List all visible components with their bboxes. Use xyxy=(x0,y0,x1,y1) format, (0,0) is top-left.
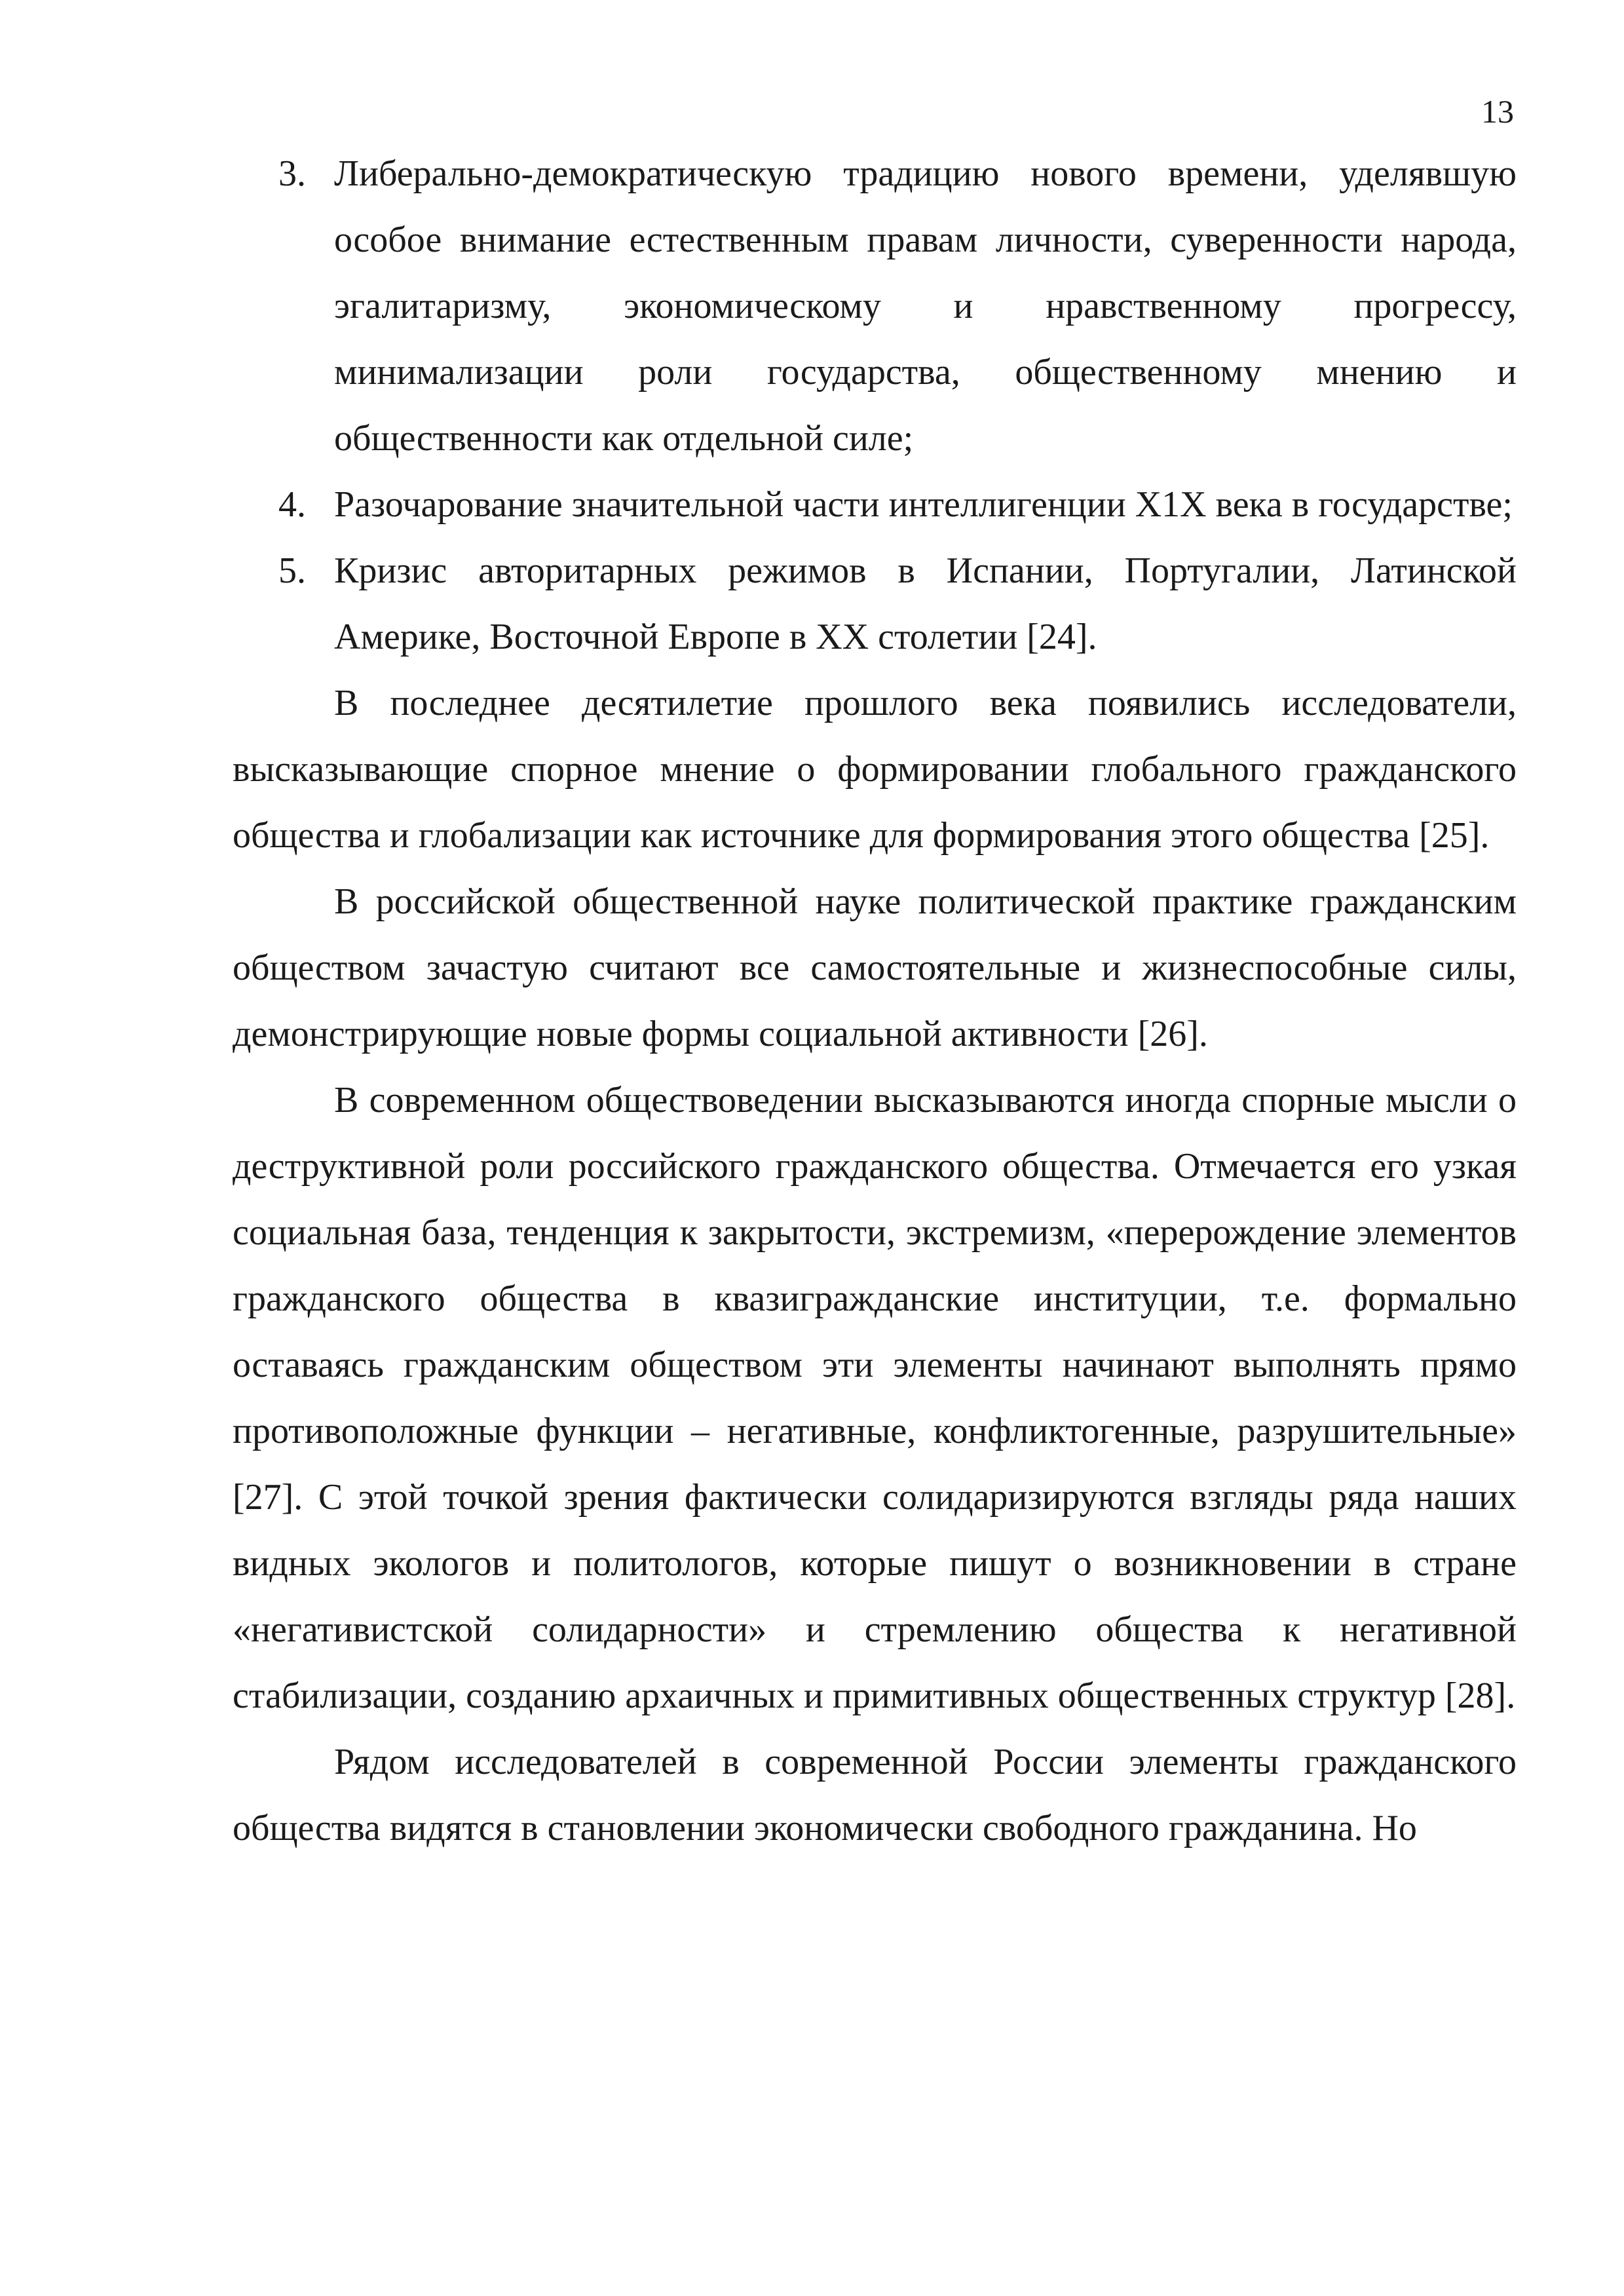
numbered-list xyxy=(233,141,1517,670)
list-item xyxy=(233,472,1517,538)
paragraph: В последнее десятилетие прошлого века появились исследователи, высказывающие спорное мнение о формировании глобального гражданского общества и глобализации как источнике для формирования этого общества [25]. xyxy=(233,683,1517,856)
page-body xyxy=(233,141,1517,1862)
list-item-number: 3. xyxy=(278,153,306,194)
paragraph: Рядом исследователей в современной России элементы гражданского общества видятся в становлении экономически свободного гражданина. Но xyxy=(233,1742,1517,1848)
list-item-text: Разочарование значительной части интеллигенции Х1Х века в государстве; xyxy=(334,484,1513,525)
list-item-text: Кризис авторитарных режимов в Испании, Португалии, Латинской Америке, Восточной Европе в ХХ столетии [24]. xyxy=(334,550,1517,657)
list-item xyxy=(233,538,1517,670)
paragraph: В современном обществоведении высказываются иногда спорные мысли о деструктивной роли российского гражданского общества. Отмечается его узкая социальная база, тенденция к закрытости, экстремизм, «перерождение элементов гражданского общества в квазигражданские институции, т.е. формально оставаясь гражданским обществом эти элементы начинают выполнять прямо противоположные функции – негативные, конфликтогенные, разрушительные» [27]. С этой точкой зрения фактически солидаризируются взгляды ряда наших видных экологов и политологов, которые пишут о возникновении в стране «негативистской солидарности» и стремлению общества к негативной стабилизации, созданию архаичных и примитивных общественных структур [28]. xyxy=(233,1080,1517,1716)
list-item-number: 4. xyxy=(278,484,306,525)
list-item-text: Либерально-демократическую традицию нового времени, уделявшую особое внимание естественным правам личности, суверенности народа, эгалитаризму, экономическому и нравственному прогрессу, минимализации роли государства, общественному мнению и общественности как отдельной силе; xyxy=(334,153,1517,459)
page-number: 13 xyxy=(1481,93,1514,130)
list-item xyxy=(233,141,1517,472)
paragraph: В российской общественной науке политической практике гражданским обществом зачастую считают все самостоятельные и жизнеспособные силы, демонстрирующие новые формы социальной активности [26]. xyxy=(233,881,1517,1054)
list-item-number: 5. xyxy=(278,550,306,591)
